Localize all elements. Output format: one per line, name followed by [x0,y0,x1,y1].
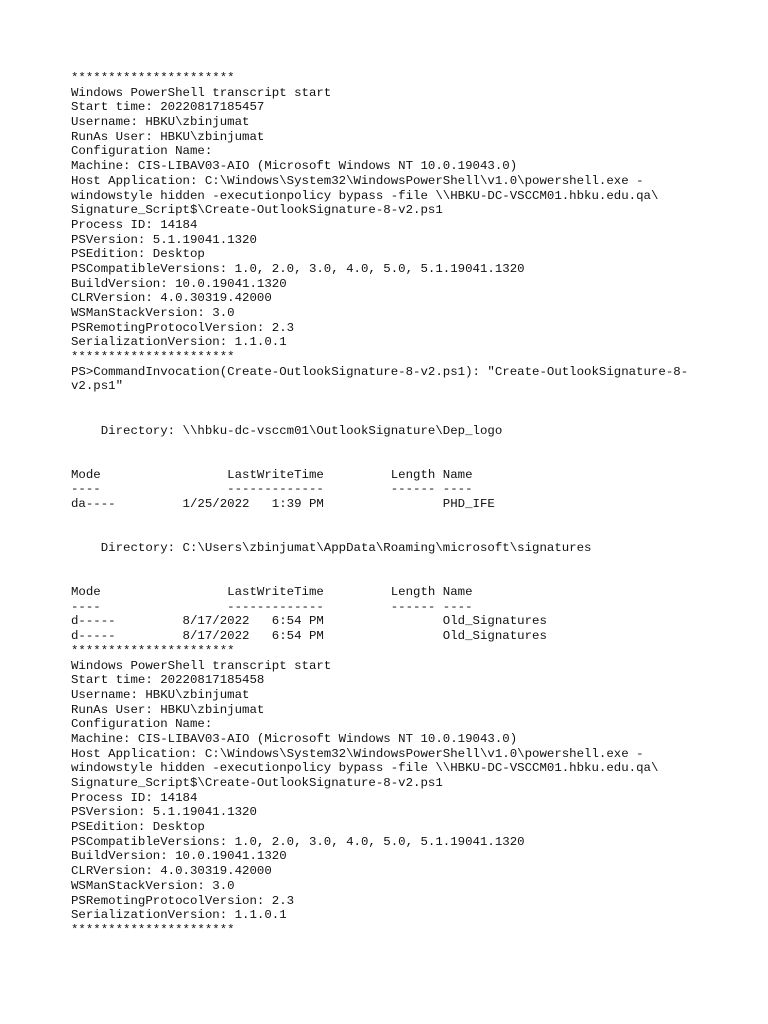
transcript-line: d----- 8/17/2022 6:54 PM Old_Signatures [71,614,547,629]
transcript-line: Username: HBKU\zbinjumat [71,115,250,130]
transcript-line: Configuration Name: [71,717,213,732]
transcript-line [71,409,751,424]
transcript-line: PSVersion: 5.1.19041.1320 [71,805,257,820]
transcript-line: Host Application: C:\Windows\System32\WindowsPowerShell\v1.0\powershell.exe - [71,746,644,761]
transcript-line: PSCompatibleVersions: 1.0, 2.0, 3.0, 4.0, 5.0, 5.1.19041.1320 [71,261,525,276]
transcript-line: Machine: CIS-LIBAV03-AIO (Microsoft Windows NT 10.0.19043.0) [71,731,518,746]
transcript-line: Directory: \\hbku-dc-vsccm01\OutlookSignature\Dep_logo [71,423,503,438]
transcript-line: SerializationVersion: 1.1.0.1 [71,908,287,923]
transcript-line: PSRemotingProtocolVersion: 2.3 [71,893,295,908]
transcript-line: Signature_Script$\Create-OutlookSignature-8-v2.ps1 [71,776,443,790]
transcript-line [71,526,751,541]
transcript-line: windowstyle hidden -executionpolicy bypass -file \\HBKU-DC-VSCCM01.hbku.edu.qa\ [71,761,659,776]
transcript-line: BuildVersion: 10.0.19041.1320 [71,276,287,291]
transcript-line: Start time: 20220817185457 [71,100,265,115]
transcript-line: v2.ps1" [71,379,124,394]
transcript-line: ---- ------------- ------ ---- [71,482,473,497]
transcript-line: Windows PowerShell transcript start [71,658,332,673]
transcript-line: BuildVersion: 10.0.19041.1320 [71,849,287,864]
transcript-line [71,512,751,527]
transcript-line [71,556,751,571]
transcript-line: SerializationVersion: 1.1.0.1 [71,335,287,350]
transcript-line: d----- 8/17/2022 6:54 PM Old_Signatures [71,629,547,644]
transcript-line: WSManStackVersion: 3.0 [71,306,235,320]
transcript-line: PSRemotingProtocolVersion: 2.3 [71,320,295,335]
transcript-line [71,438,751,453]
transcript-line: ********************** [71,643,235,658]
transcript-line: PSVersion: 5.1.19041.1320 [71,232,257,247]
transcript-line: Host Application: C:\Windows\System32\WindowsPowerShell\v1.0\powershell.exe - [71,173,644,188]
transcript-line: Mode LastWriteTime Length Name [71,585,473,600]
transcript-line: Machine: CIS-LIBAV03-AIO (Microsoft Windows NT 10.0.19043.0) [71,159,518,174]
transcript-line [71,394,751,409]
transcript-line: Directory: C:\Users\zbinjumat\AppData\Roaming\microsoft\signatures [71,541,592,555]
transcript-line: RunAs User: HBKU\zbinjumat [71,702,265,717]
transcript-line: da---- 1/25/2022 1:39 PM PHD_IFE [71,496,495,511]
transcript-line: CLRVersion: 4.0.30319.42000 [71,291,272,306]
transcript-line: PSCompatibleVersions: 1.0, 2.0, 3.0, 4.0, 5.0, 5.1.19041.1320 [71,834,525,849]
transcript-document [71,71,751,938]
transcript-line: Username: HBKU\zbinjumat [71,687,250,702]
transcript-line: windowstyle hidden -executionpolicy bypass -file \\HBKU-DC-VSCCM01.hbku.edu.qa\ [71,188,659,203]
transcript-line: RunAs User: HBKU\zbinjumat [71,129,265,144]
transcript-line: Process ID: 14184 [71,217,198,232]
transcript-line: CLRVersion: 4.0.30319.42000 [71,864,272,879]
transcript-line: ********************** [71,922,235,937]
transcript-line: Start time: 20220817185458 [71,673,265,688]
transcript-line [71,570,751,585]
transcript-line: PSEdition: Desktop [71,820,205,835]
transcript-line: Windows PowerShell transcript start [71,85,332,100]
transcript-line: ---- ------------- ------ ---- [71,599,473,614]
transcript-line: ********************** [71,71,235,85]
transcript-line: WSManStackVersion: 3.0 [71,878,235,893]
transcript-line [71,453,751,468]
transcript-line: Mode LastWriteTime Length Name [71,467,473,482]
transcript-line: PSEdition: Desktop [71,247,205,262]
transcript-line: PS>CommandInvocation(Create-OutlookSignature-8-v2.ps1): "Create-OutlookSignature-8- [71,364,689,379]
transcript-line: Configuration Name: [71,144,213,159]
transcript-line: Signature_Script$\Create-OutlookSignature-8-v2.ps1 [71,203,443,218]
transcript-line: ********************** [71,350,235,365]
transcript-line: Process ID: 14184 [71,790,198,805]
